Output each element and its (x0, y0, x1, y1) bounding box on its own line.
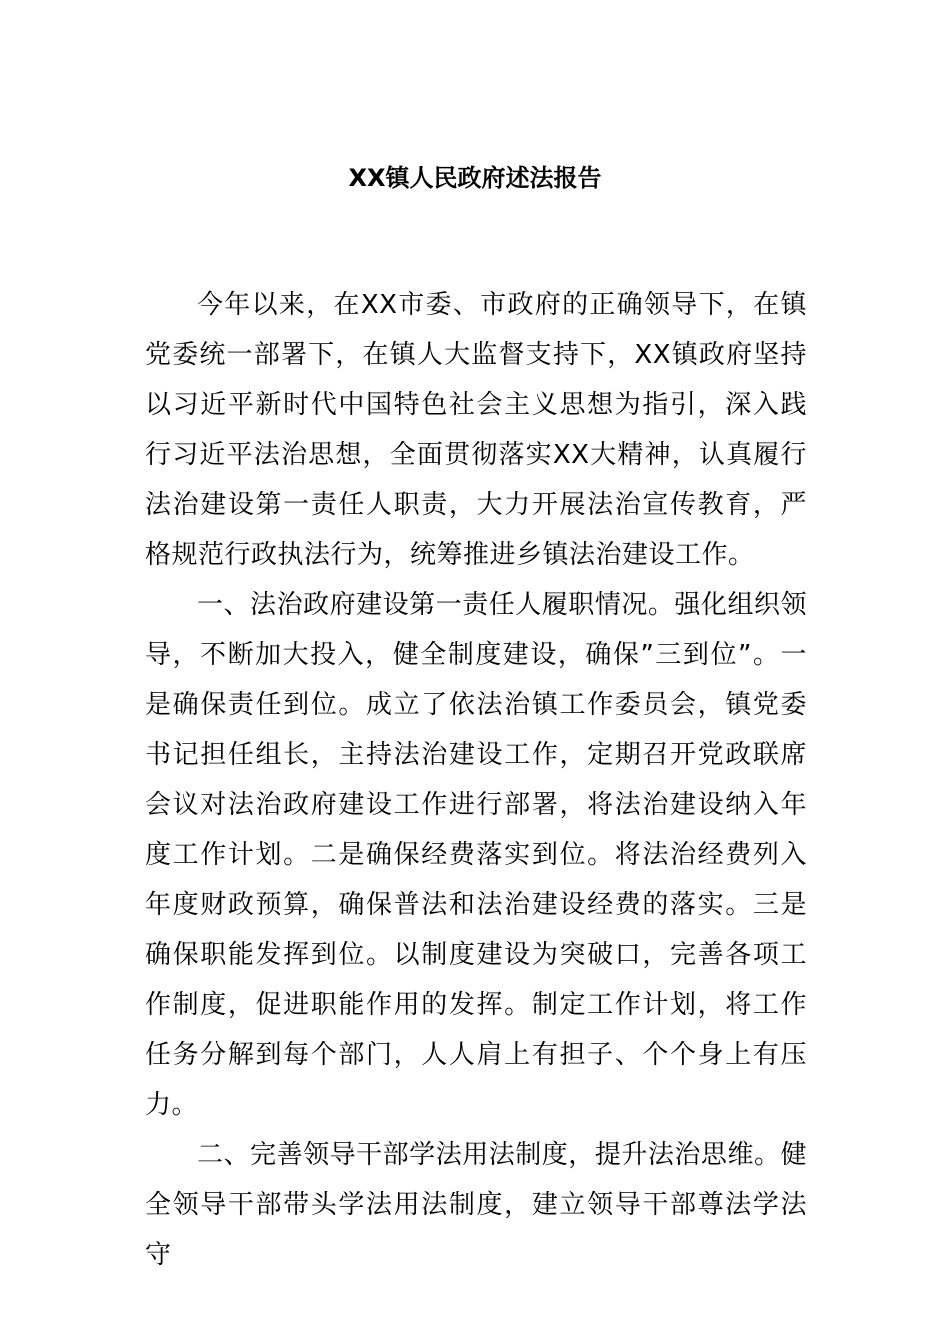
document-title: XX镇人民政府述法报告 (348, 164, 602, 192)
paragraph-section-1: 一、法治政府建设第一责任人履职情况。强化组织领导，不断加大投入，健全制度建设，确保”三到位”。一是确保责任到位。成立了依法治镇工作委员会，镇党委书记担任组长，主持法治建设工作，定期召开党政联席会议对法治政府建设工作进行部署，将法治建设纳入年度工作计划。二是确保经费落实到位。将法治经费列入年度财政预算，确保普法和法治建设经费的落实。三是确保职能发挥到位。以制度建设为突破口，完善各项工作制度，促进职能作用的发挥。制定工作计划，将工作任务分解到每个部门，人人肩上有担子、个个身上有压力。 (145, 590, 807, 1120)
paragraph-intro: 今年以来，在XX市委、市政府的正确领导下，在镇党委统一部署下，在镇人大监督支持下，XX镇政府坚持以习近平新时代中国特色社会主义思想为指引，深入践行习近平法治思想，全面贯彻落实XX大精神，认真履行法治建设第一责任人职责，大力开展法治宣传教育，严格规范行政执法行为，统筹推进乡镇法治建设工作。 (145, 290, 807, 570)
document-body (145, 280, 807, 1280)
paragraph-section-2: 二、完善领导干部学法用法制度，提升法治思维。健全领导干部带头学法用法制度，建立领导干部尊法学法守 (145, 1140, 807, 1270)
